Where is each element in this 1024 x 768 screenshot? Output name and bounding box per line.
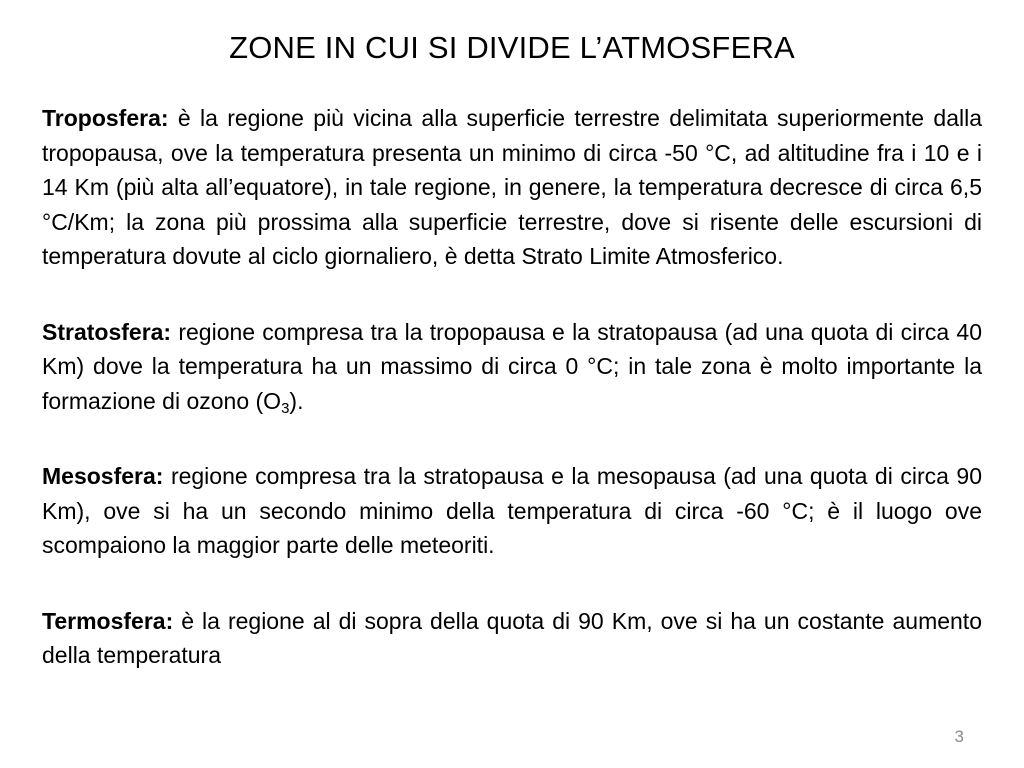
term-mesosfera: Mesosfera: <box>42 463 164 489</box>
term-troposfera: Troposfera: <box>42 105 169 131</box>
term-termosfera: Termosfera: <box>42 607 174 634</box>
paragraph-stratosfera <box>42 315 982 419</box>
definition-mesosfera: regione compresa tra la stratopausa e la mesopausa (ad una quota di circa 90 Km), ove si ha un secondo minimo della temperatura di circa -60 °C; è il luogo ove scompaiono la maggior parte delle meteoriti. <box>42 463 982 558</box>
slide-content <box>42 101 982 673</box>
paragraph-mesosfera <box>42 459 982 563</box>
term-stratosfera: Stratosfera: <box>42 318 172 345</box>
definition-termosfera: è la regione al di sopra della quota di 90 Km, ove si ha un costante aumento della temperatura <box>42 607 982 668</box>
definition-stratosfera-end: ). <box>289 387 304 414</box>
ozone-subscript: 3 <box>281 399 290 417</box>
definition-stratosfera: regione compresa tra la tropopausa e la stratopausa (ad una quota di circa 40 Km) dove la temperatura ha un massimo di circa 0 °C; in tale zona è molto importante la formazione di ozono (O <box>42 318 982 414</box>
paragraph-troposfera <box>42 101 982 274</box>
page-number: 3 <box>954 727 964 746</box>
slide-title: ZONE IN CUI SI DIVIDE L’ATMOSFERA <box>229 30 795 65</box>
definition-troposfera: è la regione più vicina alla superficie terrestre delimitata superiormente dalla tropopausa, ove la temperatura presenta un minimo di circa -50 °C, ad altitudine fra i 10 e i 14 Km (più alta all’equatore), in tale regione, in genere, la temperatura decresce di circa 6,5 °C/Km; la zona più prossima alla superficie terrestre, dove si risente delle escursioni di temperatura dovute al ciclo giornaliero, è detta Strato Limite Atmosferico. <box>42 105 982 269</box>
paragraph-termosfera <box>42 604 982 673</box>
